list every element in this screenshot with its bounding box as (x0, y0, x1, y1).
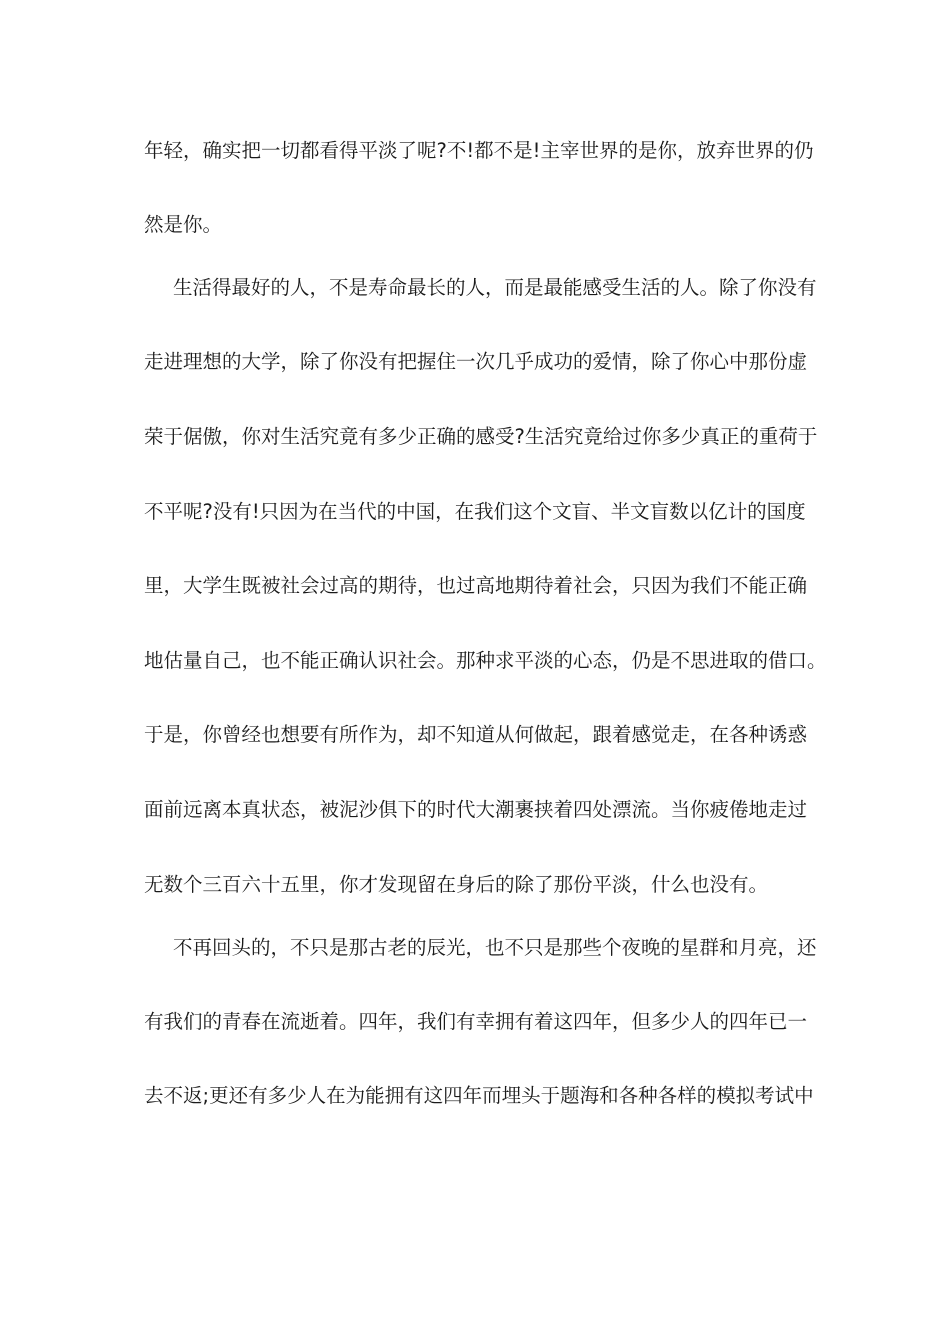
text-line: 里，大学生既被社会过高的期待，也过高地期待着社会，只因为我们不能正确 (144, 574, 808, 597)
text-line: 地估量自己，也不能正确认识社会。那种求平淡的心态，仍是不思进取的借口。 (144, 649, 827, 672)
text-line: 不平呢?没有!只因为在当代的中国，在我们这个文盲、半文盲数以亿计的国度 (144, 500, 806, 523)
text-line: 面前远离本真状态，被泥沙俱下的时代大潮裹挟着四处漂流。当你疲倦地走过 (144, 798, 808, 821)
text-line: 于是，你曾经也想要有所作为，却不知道从何做起，跟着感觉走，在各种诱惑 (144, 723, 808, 746)
text-line: 有我们的青春在流逝着。四年，我们有幸拥有着这四年，但多少人的四年已一 (144, 1010, 808, 1033)
text-line: 荣于倨傲，你对生活究竟有多少正确的感受?生活究竟给过你多少真正的重荷于 (144, 425, 818, 448)
text-line: 走进理想的大学，除了你没有把握住一次几乎成功的爱情，除了你心中那份虚 (144, 350, 808, 373)
text-line: 年轻，确实把一切都看得平淡了呢?不!都不是!主宰世界的是你，放弃世界的仍 (144, 139, 814, 162)
paragraph-first-line: 生活得最好的人，不是寿命最长的人，而是最能感受生活的人。除了你没有 (173, 276, 817, 299)
paragraph-first-line: 不再回头的，不只是那古老的辰光，也不只是那些个夜晚的星群和月亮，还 (173, 936, 817, 959)
text-line: 去不返;更还有多少人在为能拥有这四年而埋头于题海和各种各样的模拟考试中 (144, 1084, 814, 1107)
text-line: 无数个三百六十五里，你才发现留在身后的除了那份平淡，什么也没有。 (144, 873, 769, 896)
text-line: 然是你。 (144, 213, 223, 236)
